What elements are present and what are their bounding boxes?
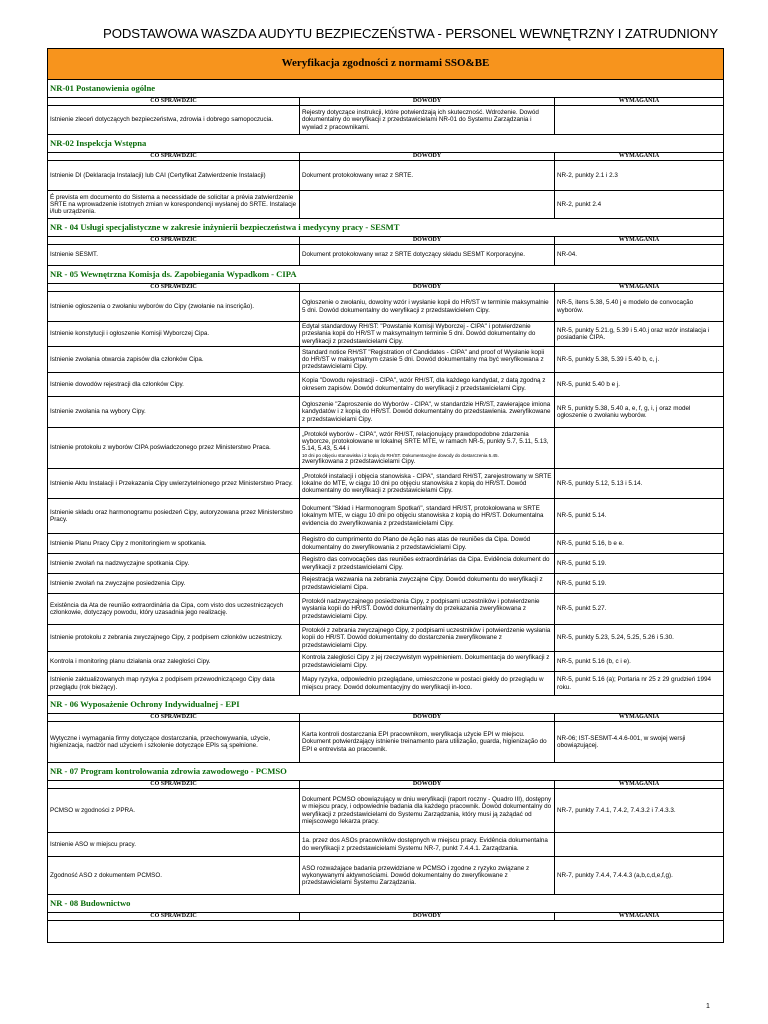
- cell-evidence: Registro do cumprimento do Plano de Ação nas atas de reuniões da Cipa. Dowód dokumentalny do zweryfikowania z przedstawicielami Cipy.: [300, 534, 555, 554]
- cell-requirements: NR-5, punkty 5.21.g, 5.39 i 5.40.j oraz wzór instalacja i posiadanie CIPA.: [555, 322, 724, 347]
- cell-requirements: NR-2, punkt 2.4: [555, 191, 724, 219]
- cell-evidence: Dokument protokołowany wraz z SRTE dotyczący składu SESMT Korporacyjne.: [300, 245, 555, 266]
- cell-evidence: Standard notice RH/ST "Registration of Candidates - CIPA" and proof of Wysłanie kopii do HR/ST w maksymalnym czasie 5 dni. Dowód dokumentalny ma być weryfikowana z przedstawicielami Cipy.: [300, 347, 555, 373]
- table-row: [48, 534, 724, 554]
- table-row: [48, 373, 724, 397]
- column-header-row: [48, 781, 724, 789]
- cell-check: Istnienie SESMT.: [48, 245, 300, 266]
- column-header-check: CO SPRAWDZIĆ: [48, 98, 300, 106]
- table-banner-row: [48, 49, 724, 80]
- page-title: PODSTAWOWA WASZDA AUDYTU BEZPIECZEŃSTWA - PERSONEL WEWNĘTRZNY I ZATRUDNIONY: [103, 26, 719, 41]
- column-header-requirements: WYMAGANIA: [555, 284, 724, 292]
- column-header-requirements: WYMAGANIA: [555, 913, 724, 921]
- cell-check: Istnienie zwołań na zwyczajne posiedzenia Cipy.: [48, 574, 300, 594]
- cell-evidence: Kontrola zaległości Cipy z jej rzeczywistym wypełnieniem. Dokumentacja do weryfikacji z przedstawicielami Cipy.: [300, 652, 555, 672]
- cell-check: Istnienie zaktualizowanych map ryzyka z podpisem przewodniczącego Cipy data przeglądu (rok bieżący).: [48, 672, 300, 696]
- cell-requirements: [555, 833, 724, 857]
- table-row: [48, 347, 724, 373]
- table-row: [48, 106, 724, 135]
- table-row: [48, 833, 724, 857]
- cell-check: Istnienie Planu Pracy Cipy z monitoringiem w spotkania.: [48, 534, 300, 554]
- table-row: [48, 672, 724, 696]
- cell-check: Istnienie ogłoszenia o zwołaniu wyborów do Cipy (zwołanie na inscrição).: [48, 292, 300, 322]
- table-row: [48, 499, 724, 534]
- column-header-requirements: WYMAGANIA: [555, 237, 724, 245]
- column-header-evidence: DOWODY: [300, 153, 555, 161]
- empty-cell: [48, 921, 724, 943]
- cell-evidence: Protokół z zebrania zwyczajnego Cipy, z podpisami uczestników i potwierdzenie wysłania kopii do HR/ST. Dowód dokumentalny do dostarczenia zweryfikowane z przedstawicielami Cipy.: [300, 625, 555, 652]
- cell-requirements: NR-5, punkty 5.23, 5.24, 5.25, 5.26 i 5.30.: [555, 625, 724, 652]
- column-header-check: CO SPRAWDZIĆ: [48, 714, 300, 722]
- column-header-row: [48, 714, 724, 722]
- cell-requirements: NR-5, punkt 5.19.: [555, 554, 724, 574]
- cell-check: Istnienie zwołania na wybory Cipy.: [48, 397, 300, 428]
- column-header-evidence: DOWODY: [300, 913, 555, 921]
- table-row: [48, 245, 724, 266]
- column-header-row: [48, 98, 724, 106]
- cell-evidence: Rejestry dotyczące instrukcji, które potwierdzają ich skuteczność. Wdrożenie. Dowód dokumentalny do weryfikacji z przedstawicielami NR-01 do Systemu Zarządzania i wywiad z pracownikami.: [300, 106, 555, 135]
- cell-requirements: NR-5, punkt 5.40 b e j.: [555, 373, 724, 397]
- cell-check: PCMSO w zgodności z PPRA.: [48, 789, 300, 833]
- column-header-evidence: DOWODY: [300, 284, 555, 292]
- cell-check: Istnienie Aktu Instalacji i Przekazania Cipy uwierzytelnionego przez Ministerstwo Pracy.: [48, 469, 300, 499]
- cell-evidence: Edytal standardowy RH/ST: "Powstanie Komisji Wyborczej - CIPA" i potwierdzenie przesłania kopii do HR/ST w maksymalnym terminie 5 dni. Dowód dokumentalny do weryfikacji z przedstawicielami Cipy.: [300, 322, 555, 347]
- cell-evidence-small: 10 dni po objęciu stanowiska i z kopią do RH/ST. Dokumentacyjne dowody do dostarczenia 5.45.: [302, 452, 499, 458]
- cell-evidence: Kopia "Dowodu rejestracji - CIPA", wzór RH/ST, dla każdego kandydat, z datą zgodną z okresem zapisów. Dowód dokumentalny do weryfikacji z przedstawicielami Cipy.: [300, 373, 555, 397]
- cell-check: Istnienie ASO w miejscu pracy.: [48, 833, 300, 857]
- cell-evidence: Protokół nadzwyczajnego posiedzenia Cipy, z podpisami uczestników i potwierdzenie wysłania kopii do HR/ST. Dowód dokumentalny do przekazania zweryfikowana z przedstawicielami Cipy.: [300, 594, 555, 625]
- section-title: NR - 05 Wewnętrzna Komisja ds. Zapobiegania Wypadkom - CIPA: [48, 266, 724, 284]
- column-header-requirements: WYMAGANIA: [555, 98, 724, 106]
- table-row: [48, 322, 724, 347]
- page-number: 1: [706, 1003, 710, 1010]
- section-title: NR - 07 Program kontrolowania zdrowia zawodowego - PCMSO: [48, 763, 724, 781]
- cell-evidence: Dokument "Skład i Harmonogram Spotkań", standard HR/ST, protokołowana w SRTE lokalnym MTE, w ciągu 10 dni po objęciu stanowiska z kopią do HR/ST. Dokumentalna evidencia do zweryfikowania z przedstawicielami Cipy.: [300, 499, 555, 534]
- table-row: [48, 625, 724, 652]
- cell-check: Kontrola i monitoring planu działania oraz zaległości Cipy.: [48, 652, 300, 672]
- table-row: [48, 469, 724, 499]
- cell-evidence: [300, 428, 555, 469]
- section-title: NR-02 Inspekcja Wstępna: [48, 135, 724, 153]
- cell-evidence: 1a. przez dos ASOs pracowników dostępnych w miejscu pracy. Evidência dokumentalna do weryfikacji z przedstawicielami Systemu NR-7, punkt 7.4.4.1. Zarządzania.: [300, 833, 555, 857]
- cell-evidence: Mapy ryzyka, odpowiednio przeglądane, umieszczone w postaci giełdy do przeglądu w miejscu pracy. Dowód dokumentacyjny do weryfikacji in-loco.: [300, 672, 555, 696]
- table-row-empty: [48, 921, 724, 943]
- column-header-row: [48, 284, 724, 292]
- cell-requirements: NR-5, punkt 5.19.: [555, 574, 724, 594]
- table-row: [48, 191, 724, 219]
- cell-check: Istnienie protokołu z wyborów CIPA poświadczonego przez Ministerstwo Praca.: [48, 428, 300, 469]
- cell-check: Istnienie dowodów rejestracji dla członków Cipy.: [48, 373, 300, 397]
- table-row: [48, 722, 724, 763]
- cell-requirements: NR-5, punkt 5.16 (b, c i e).: [555, 652, 724, 672]
- section-title: NR-01 Postanowienia ogólne: [48, 80, 724, 98]
- cell-evidence: Karta kontroli dostarczania EPI pracownikom, weryfikacja użycie EPI w miejscu. Dokument potwierdzający istnienie treinamento para utilização, guarda, higienização do EPI e entrevista ao pracownik.: [300, 722, 555, 763]
- cell-check: Istnienie składu oraz harmonogramu posiedzeń Cipy, autoryzowana przez Ministerstwo Pracy.: [48, 499, 300, 534]
- cell-evidence: [300, 191, 555, 219]
- section-title: NR - 06 Wyposażenie Ochrony Indywidualnej - EPI: [48, 696, 724, 714]
- section-header-row: [48, 135, 724, 153]
- cell-requirements: NR-5, punkty 5.38, 5.39 i 5.40 b, c, j.: [555, 347, 724, 373]
- column-header-row: [48, 153, 724, 161]
- cell-evidence: ASO rozważające badania przewidziane w PCMSO i zgodne z ryzyko związane z wykonywanymi aktywnościami. Dowód dokumentalny do zweryfikowane z przedstawicielami Systemu Zarządzania.: [300, 857, 555, 895]
- cell-requirements: NR-06; IST-SESMT-4.4.6-001, w swojej wersji obowiązującej.: [555, 722, 724, 763]
- cell-evidence: Ogłoszenie "Zaproszenie do Wyborów - CIPA", w standardzie HR/ST, zawierające imiona kandydatów i z kopią do HR/ST. Dowód dokumentalny do przedstawienia. zweryfikowane z przedstawicielami Cipy.: [300, 397, 555, 428]
- section-header-row: [48, 696, 724, 714]
- cell-evidence: Rejestracja wezwania na zebrania zwyczajne Cipy. Dowód dokumentu do weryfikacji z przedstawicielami Cipa.: [300, 574, 555, 594]
- table-row: [48, 789, 724, 833]
- column-header-evidence: DOWODY: [300, 781, 555, 789]
- column-header-requirements: WYMAGANIA: [555, 153, 724, 161]
- cell-evidence: Ogłoszenie o zwołaniu, dowolny wzór i wysłanie kopii do HR/ST w terminie maksymalnie 5 dni. Dowód dokumentalny do weryfikacji z przedstawicielem Cipy.: [300, 292, 555, 322]
- section-header-row: [48, 763, 724, 781]
- cell-check: Istnienie zwołania otwarcia zapisów dla członków Cipa.: [48, 347, 300, 373]
- cell-evidence: Dokument protokołowany wraz z SRTE.: [300, 161, 555, 191]
- cell-check: Istnienie protokołu z zebrania zwyczajnego Cipy, z podpisem członków uczestniczy.: [48, 625, 300, 652]
- cell-requirements: NR-5, punkt 5.16 (a); Portaria nr 25 z 29 grudzień 1994 roku.: [555, 672, 724, 696]
- column-header-check: CO SPRAWDZIĆ: [48, 781, 300, 789]
- cell-requirements: NR-7, punkty 7.4.4, 7.4.4.3 (a,b,c,d,e,f,g).: [555, 857, 724, 895]
- table-row: [48, 292, 724, 322]
- column-header-row: [48, 913, 724, 921]
- column-header-requirements: WYMAGANIA: [555, 714, 724, 722]
- section-header-row: [48, 219, 724, 237]
- column-header-check: CO SPRAWDZIĆ: [48, 237, 300, 245]
- column-header-check: CO SPRAWDZIĆ: [48, 284, 300, 292]
- section-header-row: [48, 266, 724, 284]
- column-header-row: [48, 237, 724, 245]
- cell-requirements: NR-5, punkty 5.12, 5.13 i 5.14.: [555, 469, 724, 499]
- section-title: NR - 08 Budownictwo: [48, 895, 724, 913]
- cell-requirements: NR-7, punkty 7.4.1, 7.4.2, 7.4.3.2 i 7.4.3.3.: [555, 789, 724, 833]
- cell-requirements: NR-5, itens 5.38, 5.40 j e modelo de convocação wyborów.: [555, 292, 724, 322]
- table-row: [48, 397, 724, 428]
- cell-check: É prevista em documento do Sistema a necessidade de solicitar a prévia zatwierdzenie SRTE na wprowadzenie istotnych zmian w korespondencji wysłanej do SRTE. Instalacje i/lub urządzenia.: [48, 191, 300, 219]
- section-header-row: [48, 895, 724, 913]
- cell-evidence: Dokument PCMSO obowiązujący w dniu weryfikacji (raport roczny - Quadro III), dostępny w miejscu pracy, i odpowiednie badania dla każdego pracownik. Dowód dokumentalny do weryfikacji z przedstawicielami do Systemu Zarządzania, który musi ją zażądać od miejscowego lekarza pracy.: [300, 789, 555, 833]
- cell-requirements: NR-04.: [555, 245, 724, 266]
- table-row: [48, 428, 724, 469]
- column-header-evidence: DOWODY: [300, 714, 555, 722]
- column-header-check: CO SPRAWDZIĆ: [48, 913, 300, 921]
- cell-check: Existência da Ata de reunião extraordinária da Cipa, com visto dos uczestniczących członkowie, dotyczący powodu, który uzasadnia jego realizację.: [48, 594, 300, 625]
- table-banner: Weryfikacja zgodności z normami SSO&BE: [48, 49, 724, 80]
- cell-evidence: Registro das convocações das reuniões extraordinárias da Cipa. Evidência dokument do weryfikacji z przedstawicielami Cipy.: [300, 554, 555, 574]
- cell-check: Istnienie zleceń dotyczących bezpieczeństwa, zdrowia i dobrego samopoczucia.: [48, 106, 300, 135]
- cell-requirements: [555, 428, 724, 469]
- cell-requirements: NR-5, punkt 5.27.: [555, 594, 724, 625]
- column-header-evidence: DOWODY: [300, 98, 555, 106]
- column-header-evidence: DOWODY: [300, 237, 555, 245]
- column-header-check: CO SPRAWDZIĆ: [48, 153, 300, 161]
- table-row: [48, 857, 724, 895]
- cell-evidence: „Protokół instalacji i objęcia stanowiska - CIPA", standard RH/ST, zarejestrowany w SRTE lokalne do MTE, w ciągu 10 dni po objęciu stanowiska z kopią do HR/ST. Dowód dokumentalny do weryfikacji z przedstawicielami Cipy.: [300, 469, 555, 499]
- table-row: [48, 652, 724, 672]
- table-row: [48, 574, 724, 594]
- cell-evidence-after: zweryfikowana z przedstawicielami Cipy.: [302, 457, 416, 465]
- cell-check: Zgodność ASO z dokumentem PCMSO.: [48, 857, 300, 895]
- cell-check: Istnienie konstytucji i ogłoszenie Komisji Wyborczej Cipa.: [48, 322, 300, 347]
- cell-requirements: NR 5, punkty 5.38, 5.40 a, e, f, g, i, j oraz model ogłoszenie o zwołaniu wyborów.: [555, 397, 724, 428]
- column-header-requirements: WYMAGANIA: [555, 781, 724, 789]
- table-row: [48, 554, 724, 574]
- cell-evidence-main: „Protokół wyborów - CIPA", wzór RH/ST, relacjonujący prawdopodobne zdarzenia wyborcze, protokołowane w lokalnej SRTE MTE, w ramach NR-5, punkty 5.7, 5.11, 5.13, 5.14, 5.43, 5.44 i: [302, 430, 549, 453]
- cell-check: Istnienie DI (Deklaracja Instalacji) lub CAI (Certyfikat Zatwierdzenie Instalacji): [48, 161, 300, 191]
- cell-requirements: NR-2, punkty 2.1 i 2.3: [555, 161, 724, 191]
- table-row: [48, 161, 724, 191]
- cell-requirements: NR-5, punkt 5.16, b e e.: [555, 534, 724, 554]
- cell-requirements: NR-5, punkt 5.14.: [555, 499, 724, 534]
- cell-requirements: [555, 106, 724, 135]
- section-header-row: [48, 80, 724, 98]
- cell-check: Istnienie zwołań na nadzwyczajne spotkania Cipy.: [48, 554, 300, 574]
- cell-check: Wytyczne i wymagania firmy dotyczące dostarczania, przechowywania, użycie, higienizacja, nadzór nad użyciem i szkolenie dotyczące EPIs są spełnione.: [48, 722, 300, 763]
- audit-table: [47, 48, 724, 943]
- table-row: [48, 594, 724, 625]
- section-title: NR - 04 Usługi specjalistyczne w zakresie inżynierii bezpieczeństwa i medycyny pracy - SESMT: [48, 219, 724, 237]
